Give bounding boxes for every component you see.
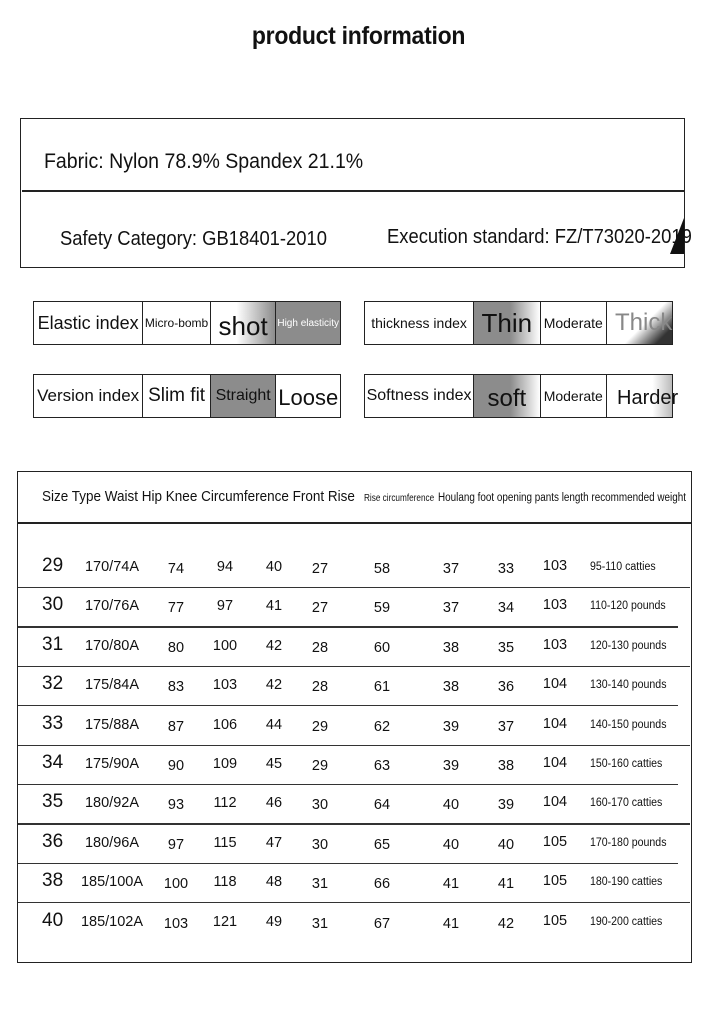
cell-rise-circ: 65 <box>373 836 391 853</box>
cell-knee: 48 <box>265 874 283 891</box>
cell-type: 170/74A <box>84 559 140 575</box>
row-divider <box>18 587 690 588</box>
cell-type: 175/84A <box>84 677 140 694</box>
cell-rise-circ: 63 <box>373 758 391 774</box>
size-table-header <box>42 488 726 505</box>
elastic-option-high-elasticity: High elasticity <box>276 302 340 344</box>
cell-length: 105 <box>542 912 568 929</box>
cell-length: 104 <box>542 755 568 771</box>
cell-weight: 180-190 catties <box>590 876 663 889</box>
cell-rise-circ: 59 <box>373 600 391 617</box>
cell-weight: 160-170 catties <box>590 797 663 810</box>
softness-option-soft: soft <box>474 375 540 417</box>
cell-type: 170/76A <box>84 598 140 615</box>
cell-waist: 77 <box>167 600 185 617</box>
fabric-divider <box>22 190 684 192</box>
cell-waist: 103 <box>163 915 189 932</box>
cell-waist: 100 <box>163 876 189 893</box>
cell-waist: 74 <box>167 561 185 577</box>
cell-hip: 100 <box>212 637 238 654</box>
cell-front-rise: 30 <box>311 836 329 853</box>
cell-houlang: 40 <box>442 797 460 814</box>
version-index-row <box>33 374 341 418</box>
cell-size: 36 <box>42 830 64 852</box>
cell-size: 35 <box>42 791 64 813</box>
cell-knee: 41 <box>265 598 283 615</box>
cell-foot: 41 <box>497 876 515 893</box>
cell-foot: 34 <box>497 600 515 617</box>
cell-houlang: 37 <box>442 561 460 577</box>
cell-hip: 106 <box>212 716 238 733</box>
cell-hip: 115 <box>213 834 237 851</box>
cell-rise-circ: 62 <box>373 718 391 735</box>
cell-hip: 121 <box>212 913 238 930</box>
cell-length: 105 <box>542 873 568 890</box>
cell-hip: 94 <box>216 559 234 575</box>
cell-weight: 150-160 catties <box>590 758 663 770</box>
cell-knee: 40 <box>265 559 283 575</box>
cell-front-rise: 27 <box>311 600 329 617</box>
cell-length: 104 <box>542 676 568 693</box>
cell-type: 180/92A <box>84 795 140 812</box>
cell-hip: 112 <box>213 795 237 812</box>
cell-size: 32 <box>42 673 64 695</box>
row-divider <box>18 705 678 706</box>
cell-waist: 87 <box>167 718 185 735</box>
cell-waist: 80 <box>167 639 185 656</box>
page-title: product information <box>251 22 466 50</box>
fabric-composition: Fabric: Nylon 78.9% Spandex 21.1% <box>44 150 364 173</box>
cell-houlang: 40 <box>442 836 460 853</box>
safety-category: Safety Category: GB18401-2010 <box>60 228 327 250</box>
cell-length: 104 <box>542 794 568 811</box>
cell-houlang: 41 <box>442 915 460 932</box>
cell-type: 185/102A <box>80 913 144 930</box>
cell-size: 29 <box>42 555 64 576</box>
cell-rise-circ: 61 <box>373 679 391 696</box>
cell-hip: 109 <box>212 756 238 772</box>
cell-weight: 140-150 pounds <box>590 718 667 731</box>
cell-houlang: 37 <box>442 600 460 617</box>
cell-weight: 130-140 pounds <box>590 679 667 692</box>
cell-knee: 44 <box>265 716 283 733</box>
cell-knee: 45 <box>265 756 283 772</box>
cell-waist: 83 <box>167 679 185 696</box>
header-divider <box>18 522 692 524</box>
cell-rise-circ: 60 <box>373 639 391 656</box>
cell-knee: 46 <box>265 795 283 812</box>
cell-size: 30 <box>42 594 64 616</box>
version-index-label: Version index <box>34 375 143 417</box>
cell-front-rise: 30 <box>311 797 329 814</box>
cell-rise-circ: 66 <box>373 876 391 893</box>
cell-weight: 95-110 catties <box>590 561 656 573</box>
cell-front-rise: 29 <box>311 758 329 774</box>
elastic-index-label: Elastic index <box>34 302 143 344</box>
cell-hip: 118 <box>213 874 237 891</box>
cell-length: 103 <box>542 636 568 653</box>
cell-size: 33 <box>42 712 64 734</box>
row-divider <box>18 863 678 864</box>
cell-type: 170/80A <box>84 637 140 654</box>
thickness-index-label: thickness index <box>365 302 474 344</box>
cell-front-rise: 28 <box>311 679 329 696</box>
cell-hip: 103 <box>212 677 238 694</box>
cell-front-rise: 31 <box>311 915 329 932</box>
cell-foot: 40 <box>497 836 515 853</box>
softness-index-row <box>364 374 679 418</box>
cell-foot: 36 <box>497 679 515 696</box>
cell-knee: 42 <box>265 637 283 654</box>
thickness-option-thin: Thin <box>474 302 540 344</box>
cell-length: 104 <box>542 715 568 732</box>
cell-foot: 38 <box>497 758 515 774</box>
cell-front-rise: 27 <box>311 561 329 577</box>
cell-rise-circ: 64 <box>373 797 391 814</box>
header-tail: Houlang foot opening pants length recommended weight <box>437 492 686 504</box>
row-divider <box>18 823 690 824</box>
cell-weight: 110-120 pounds <box>590 600 666 613</box>
row-divider <box>18 902 690 903</box>
softness-option-moderate: Moderate <box>541 375 607 417</box>
row-divider <box>18 626 678 627</box>
cell-knee: 42 <box>265 677 283 694</box>
cell-houlang: 39 <box>442 758 460 774</box>
cell-front-rise: 28 <box>311 639 329 656</box>
version-option-loose: Loose <box>278 385 339 410</box>
cell-weight: 170-180 pounds <box>590 836 667 849</box>
corner-fold-decoration <box>670 218 684 254</box>
cell-hip: 97 <box>216 598 234 615</box>
elastic-index-row <box>33 301 341 345</box>
thickness-index-row <box>364 301 673 345</box>
execution-standard: Execution standard: FZ/T73020-2019 <box>387 226 692 248</box>
cell-weight: 120-130 pounds <box>590 639 667 652</box>
cell-type: 175/90A <box>84 756 140 772</box>
cell-size: 40 <box>42 909 64 931</box>
cell-size: 34 <box>42 752 64 773</box>
version-option-slim-fit: Slim fit <box>143 375 211 417</box>
cell-foot: 42 <box>497 915 515 932</box>
row-divider <box>18 745 690 746</box>
cell-size: 38 <box>42 870 64 892</box>
cell-front-rise: 31 <box>311 876 329 893</box>
version-option-straight: Straight <box>211 375 277 417</box>
cell-foot: 37 <box>497 718 515 735</box>
thickness-option-thick: Thick <box>607 302 672 344</box>
cell-front-rise: 29 <box>311 718 329 735</box>
cell-knee: 47 <box>265 834 283 851</box>
cell-length: 103 <box>542 558 568 574</box>
elastic-option-shot: shot <box>211 302 277 344</box>
cell-type: 185/100A <box>80 874 144 891</box>
cell-type: 180/96A <box>84 834 140 851</box>
cell-rise-circ: 67 <box>373 915 391 932</box>
cell-weight: 190-200 catties <box>590 915 663 928</box>
cell-foot: 35 <box>497 639 515 656</box>
elastic-option-micro-bomb: Micro-bomb <box>143 302 211 344</box>
cell-length: 105 <box>542 833 568 850</box>
header-rise-circumference: Rise circumference <box>363 493 434 504</box>
softness-index-label: Softness index <box>365 375 474 417</box>
cell-waist: 90 <box>167 758 185 774</box>
row-divider <box>18 666 690 667</box>
cell-waist: 97 <box>167 836 185 853</box>
cell-rise-circ: 58 <box>373 561 391 577</box>
cell-type: 175/88A <box>84 716 140 733</box>
cell-foot: 39 <box>497 797 515 814</box>
cell-waist: 93 <box>167 797 185 814</box>
cell-houlang: 41 <box>442 876 460 893</box>
cell-houlang: 38 <box>442 639 460 656</box>
cell-foot: 33 <box>497 561 515 577</box>
cell-length: 103 <box>542 597 568 614</box>
cell-houlang: 39 <box>442 718 460 735</box>
row-divider <box>18 784 678 785</box>
thickness-option-moderate: Moderate <box>541 302 607 344</box>
cell-knee: 49 <box>265 913 283 930</box>
header-main: Size Type Waist Hip Knee Circumference Front Rise <box>42 488 355 505</box>
cell-size: 31 <box>42 633 64 655</box>
cell-houlang: 38 <box>442 679 460 696</box>
softness-option-harder: Harder <box>607 375 672 417</box>
